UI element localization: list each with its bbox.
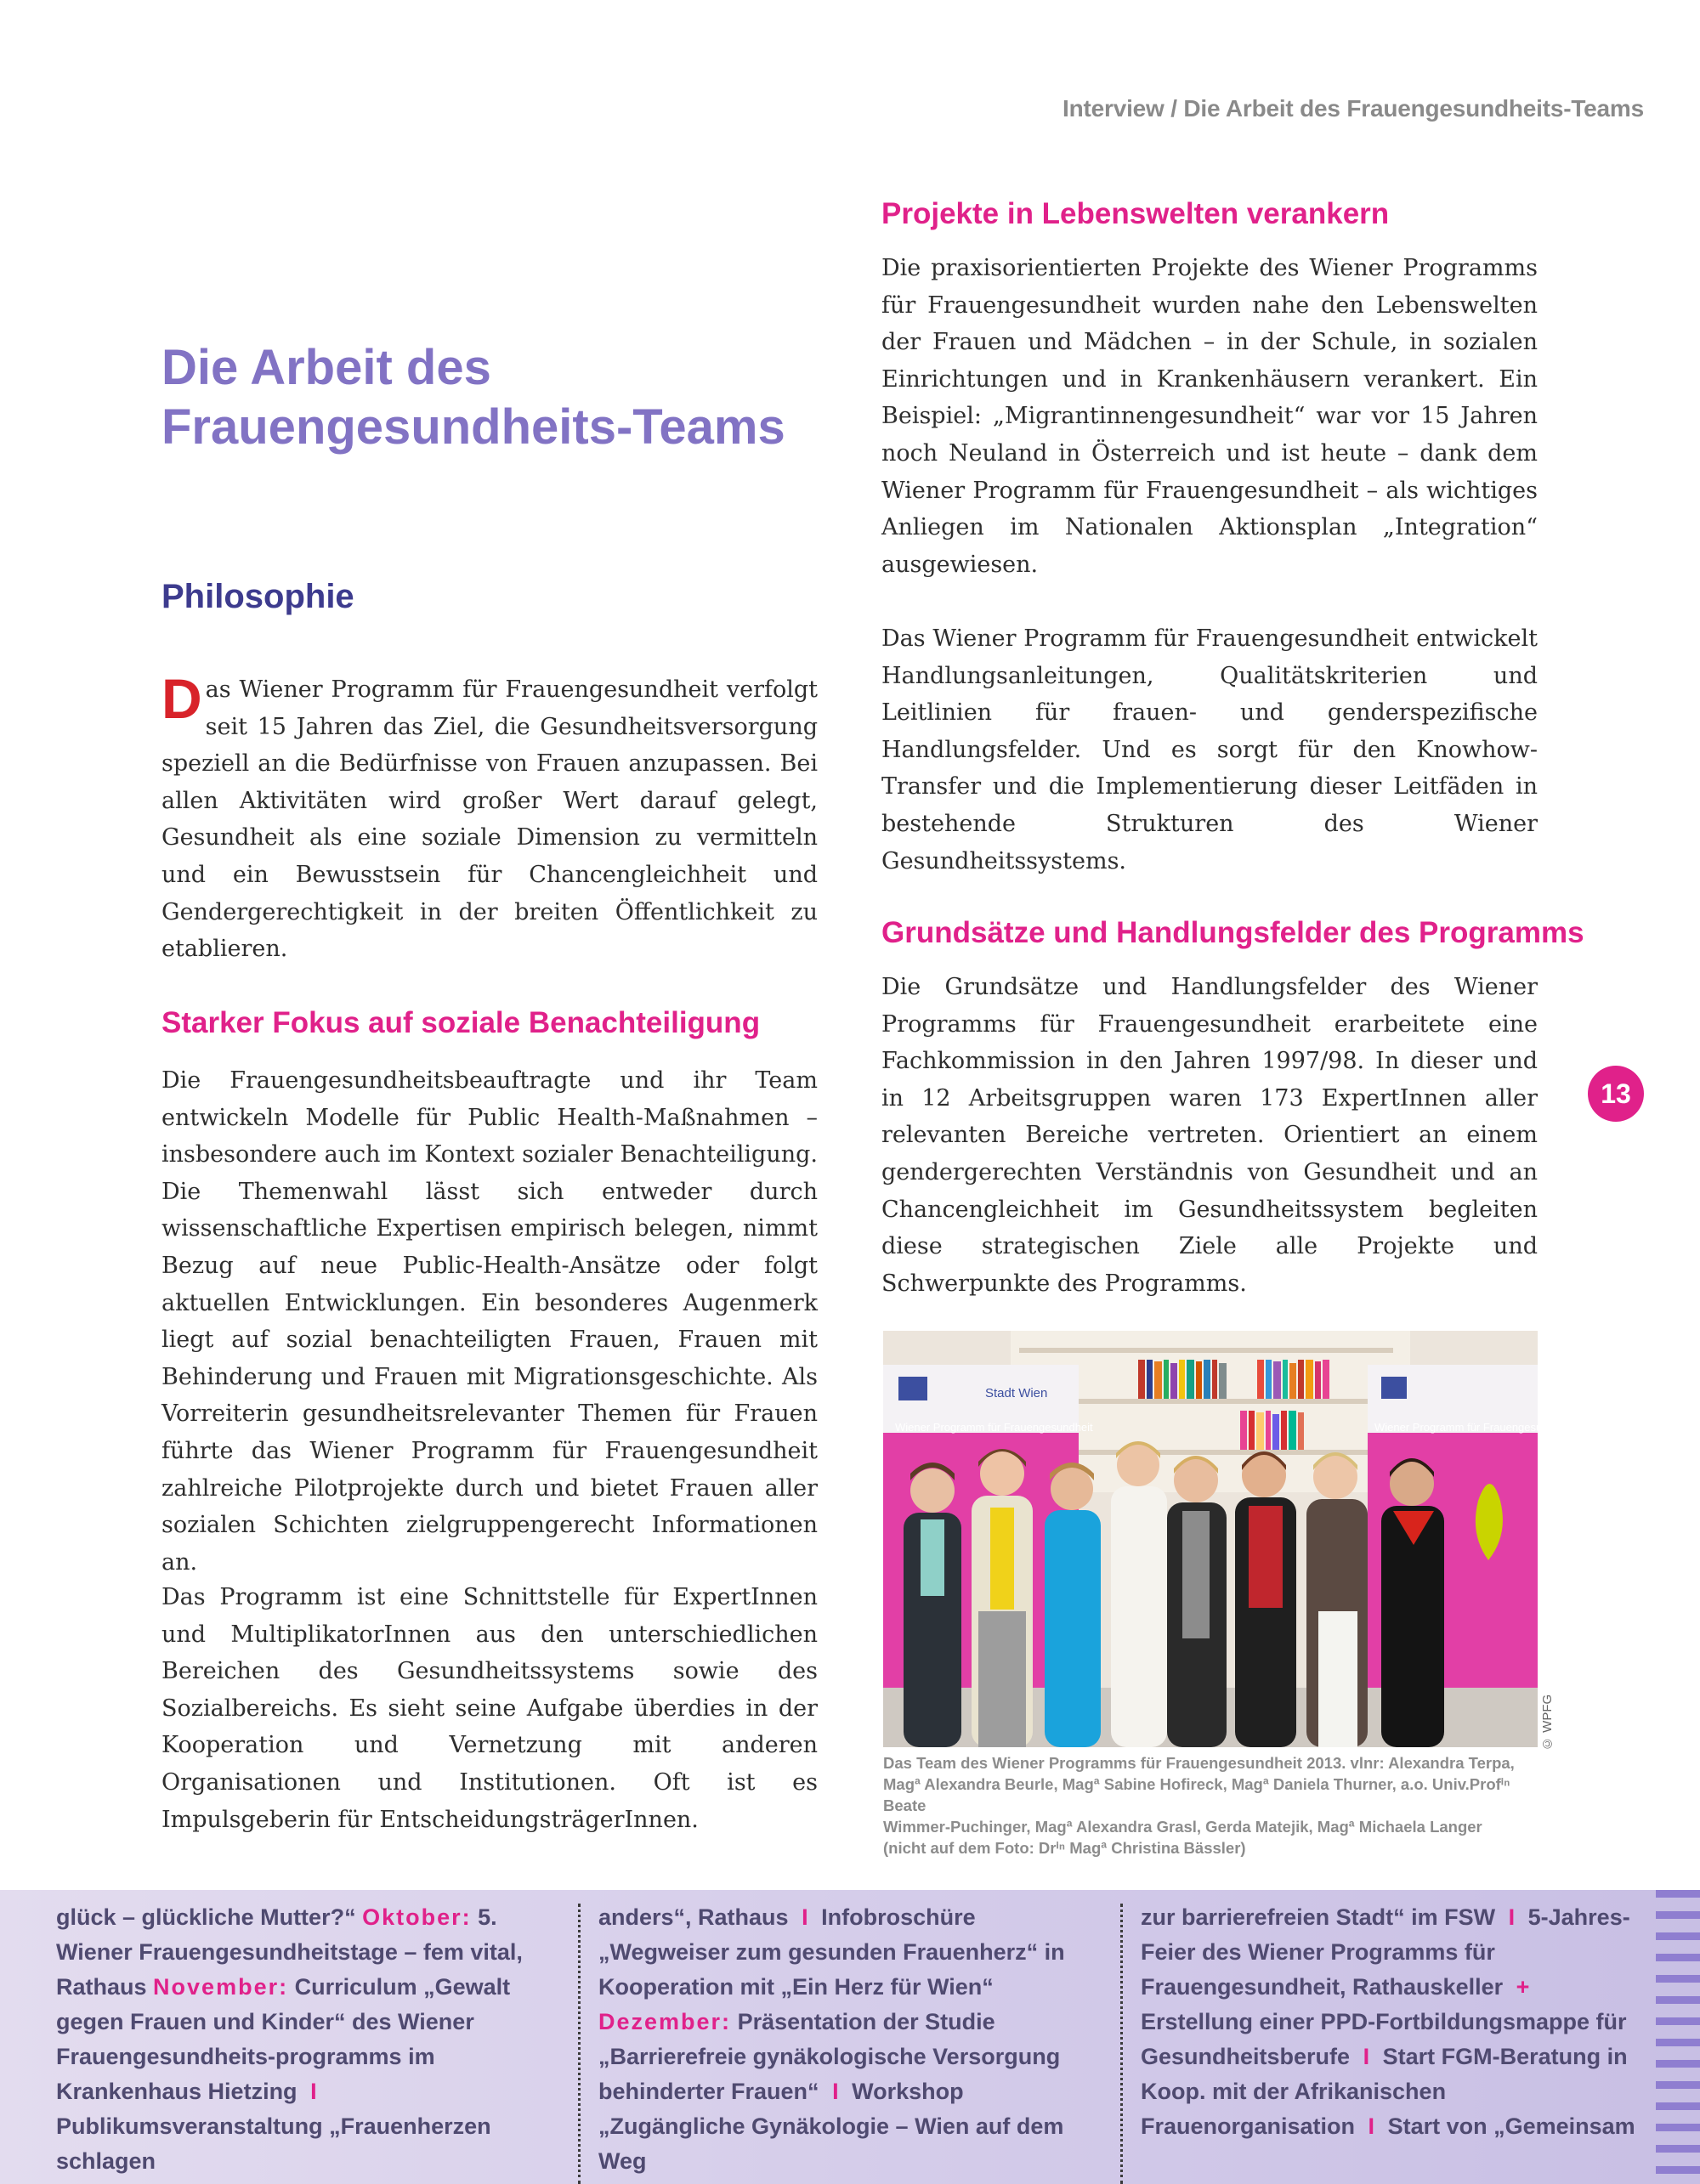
paragraph-philosophie <box>162 667 818 968</box>
page-title-line-1: Die Arbeit des <box>162 340 491 395</box>
timeline-column-2 <box>598 1900 1108 2179</box>
timeline-text: Infobroschüre „Wegweiser zum gesunden Frauenherz“ in Kooperation mit „Ein Herz für Wien“ <box>598 1904 1065 2000</box>
timeline-band <box>0 1890 1700 2184</box>
plus-icon: + <box>1516 1974 1530 2000</box>
timeline-separator: I <box>1363 2044 1370 2069</box>
timeline-text: zur barrierefreien Stadt“ im FSW <box>1141 1904 1496 1930</box>
timeline-text: 5. Wiener Frauengesundheitstage – fem vital, Rathaus <box>56 1904 523 2000</box>
photo-caption-line-2: Magª Alexandra Beurle, Magª Sabine Hofireck, Magª Daniela Thurner, a.o. Univ.Profⁱⁿ Beate <box>883 1775 1510 1814</box>
timeline-month-dezember: Dezember: <box>598 2009 732 2034</box>
timeline-column-3 <box>1141 1900 1642 2144</box>
photo-caption-line-4: (nicht auf dem Foto: Drⁱⁿ Magª Christina Bässler) <box>883 1839 1246 1857</box>
heading-grundsaetze: Grundsätze und Handlungsfelder des Programms <box>881 916 1584 949</box>
photo-caption-line-3: Wimmer-Puchinger, Magª Alexandra Grasl, Gerda Matejik, Magª Michaela Langer <box>883 1818 1482 1836</box>
paragraph-projekte: Die praxisorientierten Projekte des Wiener Programms für Frauengesundheit wurden nahe den Lebenswelten der Frauen und Mädchen – in der Schule, in sozialen Einrichtungen und in Krankenhäusern verankert. Ein Beispiel: „Migrantinnengesundheit“ war vor 15 Jahren noch Neuland in Österreich und ist heute – dank dem Wiener Programm für Frauengesundheit – als wichtiges Anliegen im Nationalen Aktionsplan „Integration“ ausgewiesen. <box>881 255 1538 578</box>
timeline-column-1 <box>56 1900 566 2179</box>
timeline-text: Start von „Gemeinsam <box>1387 2113 1635 2139</box>
timeline-text: anders“, Rathaus <box>598 1904 789 1930</box>
timeline-month-oktober: Oktober: <box>362 1904 472 1930</box>
paragraph-handlungsanleitungen: Das Wiener Programm für Frauengesundheit entwickelt Handlungsanleitungen, Qualitätskriterien und Leitlinien für frauen- und genderspezifische Handlungsfelder. Und es sorgt für den Knowhow-Transfer und die Implementierung dieser Leitfäden in bestehende Strukturen des Wiener Gesundheitssystems. <box>881 625 1538 874</box>
banner-logo-text: Stadt Wien <box>985 1386 1048 1400</box>
decorative-stripes <box>1656 1890 1700 2184</box>
timeline-text: Curriculum „Gewalt gegen Frauen und Kinder“ des Wiener Frauengesundheits-programms im Krankenhaus Hietzing <box>56 1974 511 2104</box>
page-title-line-2: Frauengesundheits-Teams <box>162 399 785 455</box>
page-title <box>162 338 824 457</box>
timeline-text: glück – glückliche Mutter?“ <box>56 1904 356 1930</box>
timeline-text: 5-Jahres-Feier des Wiener Programms für Frauengesundheit, Rathauskeller <box>1141 1904 1630 2000</box>
timeline-text: Start FGM-Beratung in Koop. mit der Afrikanischen Frauenorganisation <box>1141 2044 1628 2139</box>
timeline-text: Publikumsveranstaltung „Frauenherzen schlagen <box>56 2113 491 2174</box>
photo-caption-line-1: Das Team des Wiener Programms für Frauengesundheit 2013. vlnr: Alexandra Terpa, <box>883 1754 1515 1772</box>
timeline-separator: I <box>1508 1904 1516 1930</box>
timeline-separator: I <box>832 2079 839 2104</box>
timeline-text: Präsentation der Studie „Barrierefreie gynäkologische Versorgung behinderter Frauen“ <box>598 2009 1061 2104</box>
timeline-separator: I <box>802 1904 808 1930</box>
heading-projekte: Projekte in Lebenswelten verankern <box>881 197 1390 230</box>
paragraph-sozialer-fokus: Die Frauengesundheitsbeauftragte und ihr Team entwickeln Modelle für Public Health-Maßnahmen – insbesondere auch im Kontext sozialer Benachteiligung. Die Themenwahl lässt sich entweder durch wissenschaftliche Expertisen empirisch belegen, nimmt Bezug auf neue Public-Health-Ansätze oder folgt aktuellen Entwicklungen. Ein besonderes Augenmerk liegt auf sozial benachteiligten Frauen, Frauen mit Behinderung und Frauen mit Migrationsgeschichte. Als Vorreiterin gesundheitsrelevanter Themen für Frauen führte das Wiener Programm für Frauengesundheit zahlreiche Pilotprojekte durch und bietet Frauen aller sozialen Schichten zielgruppengerecht Informationen an. <box>162 1067 818 1576</box>
drop-cap: D <box>162 667 202 730</box>
timeline-separator: I <box>1368 2113 1375 2139</box>
photo-caption <box>883 1752 1546 1859</box>
page-number-badge: 13 <box>1588 1066 1644 1122</box>
timeline-month-november: November: <box>153 1974 289 2000</box>
photo-credit: © WPFG <box>1540 1694 1555 1751</box>
timeline-text: Workshop „Zugängliche Gynäkologie – Wien auf dem Weg <box>598 2079 1064 2174</box>
banner-text-right: Wiener Programm für Frauengesundheit <box>1374 1421 1572 1434</box>
paragraph-schnittstelle: Das Programm ist eine Schnittstelle für ExpertInnen und MultiplikatorInnen aus den unterschiedlichen Bereichen des Gesundheitssystems sowie des Sozialbereichs. Es sieht seine Aufgabe überdies in der Kooperation und Vernetzung mit anderen Organisationen und Institutionen. Oft ist es Impulsgeberin für EntscheidungsträgerInnen. <box>162 1584 818 1833</box>
running-head: Interview / Die Arbeit des Frauengesundheits-Teams <box>1062 95 1644 122</box>
timeline-separator: I <box>310 2079 317 2104</box>
timeline-text: Erstellung einer PPD-Fortbildungsmappe für Gesundheitsberufe <box>1141 2009 1627 2069</box>
timeline-divider <box>1120 1904 1123 2184</box>
paragraph-philosophie-text: as Wiener Programm für Frauengesundheit verfolgt seit 15 Jahren das Ziel, die Gesundheitsversorgung speziell an die Bedürfnisse von Frauen anzupassen. Bei allen Aktivitäten wird großer Wert darauf gelegt, Gesundheit als eine soziale Dimension zu vermitteln und ein Bewusstsein für Chancengleichheit und Gendergerechtigkeit in der breiten Öffentlichkeit zu etablieren. <box>162 676 818 963</box>
heading-philosophie: Philosophie <box>162 578 354 615</box>
timeline-divider <box>578 1904 581 2184</box>
paragraph-grundsaetze: Die Grundsätze und Handlungsfelder des Wiener Programms für Frauengesundheit erarbeitete eine Fachkommission in den Jahren 1997/98. In dieser und in 12 Arbeitsgruppen waren 173 ExpertInnen aller relevanten Bereiche vertreten. Orientiert an einem gendergerechten Verständnis von Gesundheit und an Chancengleichheit im Gesundheitssystem begleiten diese strategischen Ziele alle Projekte und Schwerpunkte des Programms. <box>881 974 1538 1297</box>
heading-sozialer-fokus: Starker Fokus auf soziale Benachteiligung <box>162 1006 761 1039</box>
banner-text-left: Wiener Programm für Frauengesundheit <box>895 1421 1093 1434</box>
